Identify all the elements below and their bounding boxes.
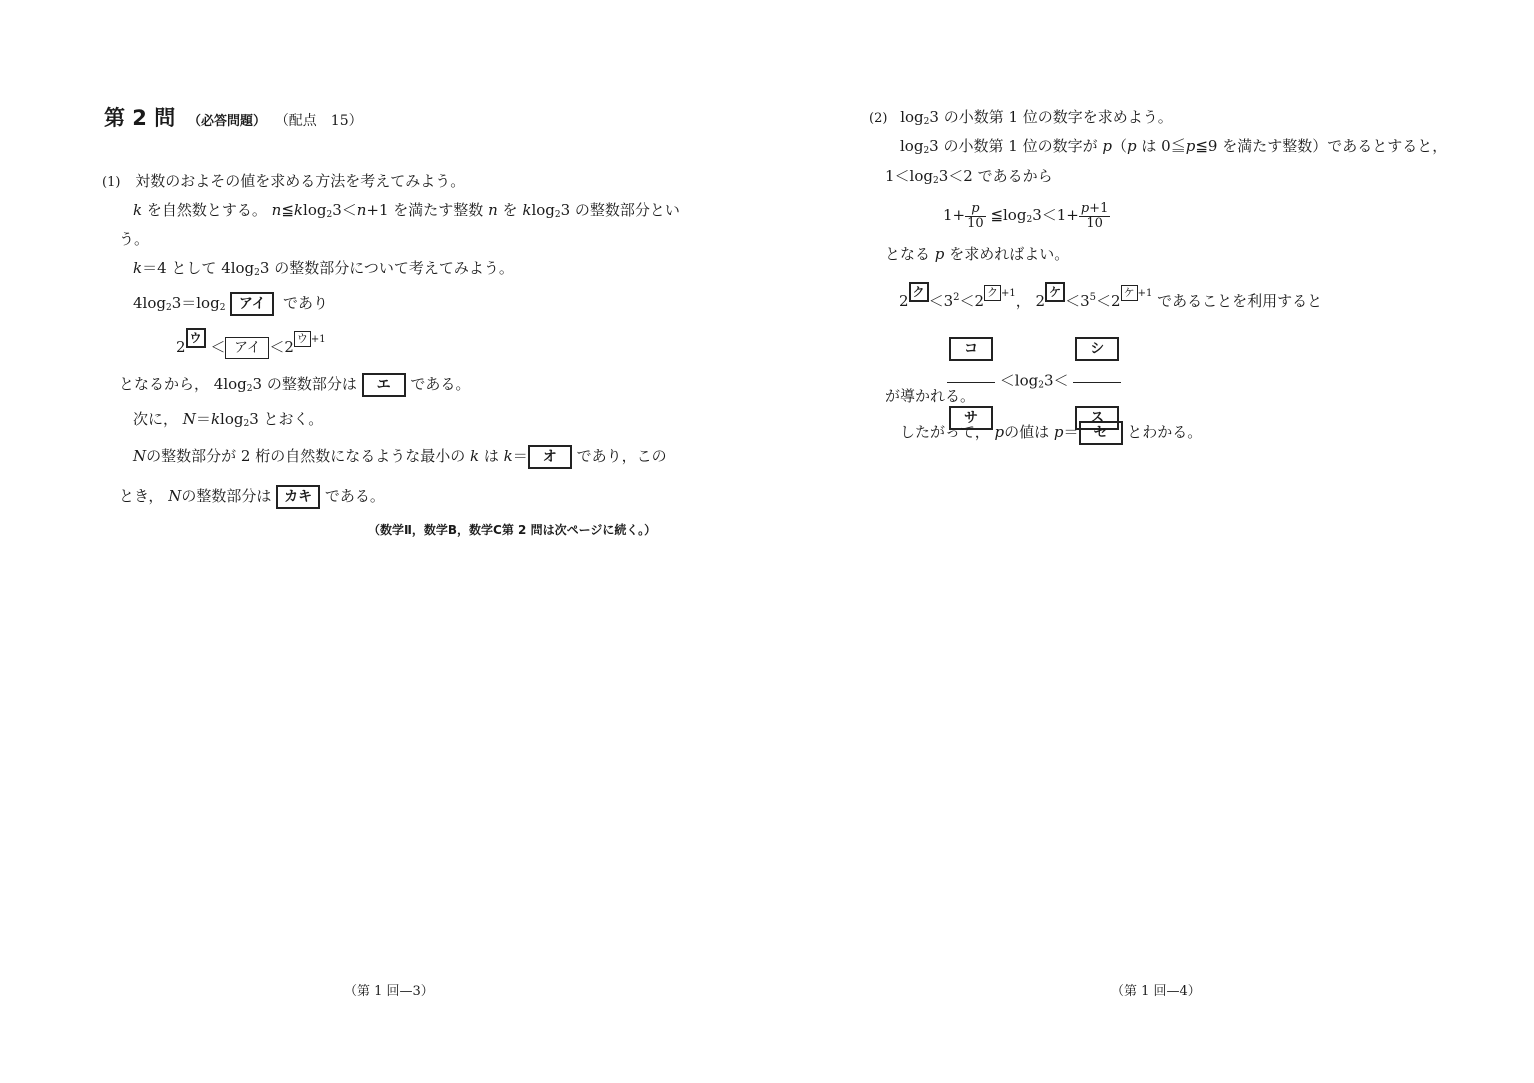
part1-intro: (1) 対数のおよその値を求める方法を考えてみよう。 xyxy=(102,172,466,190)
answer-box-u-ref: ウ xyxy=(294,331,311,347)
part2-line5: となる p を求めればよい。 xyxy=(885,245,1070,263)
part2-line3: $1<\log_23<2$ であるから xyxy=(885,167,1053,186)
part2-line6: 2 ク $<3^2<2$ ク $^{+1}$， 2 ケ $<3^5<2$ ケ $^{+1}$ であることを利用すると xyxy=(899,282,1322,311)
next-line: 次に， N＝klog$_2$3 とおく。 xyxy=(133,410,324,429)
answer-box-ai-ref: アイ xyxy=(225,337,269,359)
part2-number: (2) xyxy=(869,111,888,126)
part2-line9: したがって， pの値は p＝ セ とわかる。 xyxy=(900,421,1202,445)
answer-box-ai[interactable]: アイ xyxy=(230,292,274,316)
question-title: 第 2 問 xyxy=(104,106,176,130)
answer-box-e[interactable]: エ xyxy=(362,373,406,397)
answer-box-ko[interactable]: コ xyxy=(949,337,993,361)
page-footer-right: （第 1 回—4） xyxy=(1111,984,1201,999)
part2-log-bounds: $\frac{\text{コ}}{\text{サ}}$ $<\log_23<$ $\frac{\text{シ}}{\text{ス}}$ xyxy=(947,316,1121,447)
answer-box-shi[interactable]: シ xyxy=(1075,337,1119,361)
continue-note: （数学Ⅱ，数学B，数学C第 2 問は次ページに続く。） xyxy=(368,523,657,537)
k4-line: k＝4 として $4\log_23$ の整数部分について考えてみよう。 xyxy=(133,259,514,278)
page-footer-left: （第 1 回—3） xyxy=(344,984,434,999)
answer-box-se[interactable]: セ xyxy=(1079,421,1123,445)
definition-line: k を自然数とする。 n≦klog$_2$3＜n+1 を満たす整数 n を klog$_2$3 の整数部分とい xyxy=(133,201,680,220)
last-line: とき， Nの整数部分は カキ である。 xyxy=(119,485,385,509)
right-page xyxy=(767,0,1534,1083)
answer-box-u[interactable]: ウ xyxy=(186,328,206,348)
inequality-1: 2 ウ ＜ アイ ＜2 ウ $^{+1}$ xyxy=(176,328,326,359)
answer-box-ke-ref: ケ xyxy=(1121,285,1138,301)
required-label: （必答問題） xyxy=(188,114,267,129)
points-label: （配点 15） xyxy=(274,113,363,129)
part2-line8: が導かれる。 xyxy=(885,387,976,405)
answer-box-ku-ref: ク xyxy=(984,285,1001,301)
answer-box-su[interactable]: ス xyxy=(1075,406,1119,430)
question-header xyxy=(104,108,363,132)
part2-line2: $\log_23$ の小数第 1 位の数字が p（p は 0≦p≦9 を満たす整数）であるとすると， xyxy=(900,137,1448,156)
answer-box-kaki[interactable]: カキ xyxy=(276,485,320,509)
conclusion-line: となるから， $4\log_23$ の整数部分は エ である。 xyxy=(119,373,470,399)
answer-box-ke[interactable]: ケ xyxy=(1045,282,1065,302)
definition-line-end: う。 xyxy=(119,230,150,248)
part1-number: (1) xyxy=(102,175,121,190)
question-k-line: Nの整数部分が 2 桁の自然数になるような最小の k は k＝ オ であり，この xyxy=(133,445,667,469)
answer-box-ku[interactable]: ク xyxy=(909,282,929,302)
part2-title: (2) $\log_23$ の小数第 1 位の数字を求めよう。 xyxy=(869,108,1173,127)
equation-1: $4\log_23=\log_2$ アイ であり xyxy=(133,292,328,318)
answer-box-sa[interactable]: サ xyxy=(949,406,993,430)
part2-inequality: 1+ $\frac{p}{10}$ $≦\log_23<1+$ $\frac{p+1}{10}$ xyxy=(943,200,1109,231)
answer-box-o[interactable]: オ xyxy=(528,445,572,469)
